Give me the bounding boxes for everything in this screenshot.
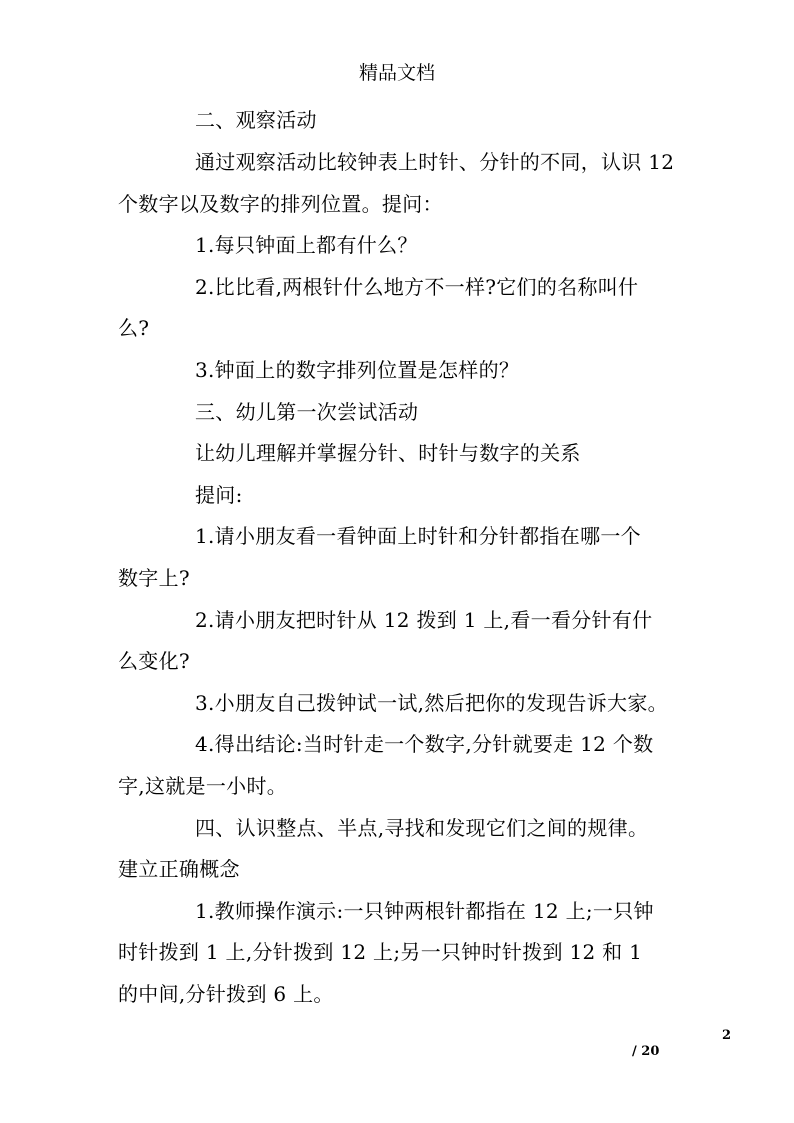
paragraph-line: 么变化?: [118, 649, 190, 673]
paragraph-line: 字,这就是一小时。: [118, 774, 288, 798]
paragraph-line: 么?: [118, 316, 150, 340]
paragraph-line: 让幼儿理解并掌握分针、时针与数字的关系: [195, 441, 581, 465]
list-item: 3.小朋友自己拨钟试一试,然后把你的发现告诉大家。: [195, 691, 668, 715]
paragraph-line: 的中间,分针拨到 6 上。: [118, 982, 334, 1006]
paragraph-line: 提问:: [195, 483, 243, 507]
list-item: 3.钟面上的数字排列位置是怎样的？: [195, 358, 520, 382]
section-heading-first-attempt: 三、幼儿第一次尝试活动: [195, 400, 419, 424]
page-header-title: 精品文档: [358, 62, 435, 84]
page-number: 2: [722, 1028, 732, 1043]
list-item: 4.得出结论:当时针走一个数字,分针就要走 12 个数: [195, 732, 654, 756]
paragraph-line: 个数字以及数字的排列位置。提问：: [118, 192, 443, 216]
section-heading-hour-half: 四、认识整点、半点,寻找和发现它们之间的规律。: [195, 816, 649, 840]
paragraph-line: 建立正确概念: [118, 857, 240, 881]
paragraph-line: 数字上?: [118, 566, 190, 590]
list-item: 2.请小朋友把时针从 12 拨到 1 上,看一看分针有什: [195, 608, 653, 632]
section-heading-observation: 二、观察活动: [195, 108, 317, 132]
paragraph-line: 通过观察活动比较钟表上时针、分针的不同，认识 12: [195, 150, 675, 174]
paragraph-line: 时针拨到 1 上,分针拨到 12 上;另一只钟时针拨到 12 和 1: [118, 940, 643, 964]
list-item: 1.每只钟面上都有什么？: [195, 233, 418, 257]
list-item: 1.教师操作演示:一只钟两根针都指在 12 上;一只钟: [195, 899, 654, 923]
page-total: / 20: [632, 1044, 660, 1059]
list-item: 2.比比看,两根针什么地方不一样?它们的名称叫什: [195, 275, 639, 299]
list-item: 1.请小朋友看一看钟面上时针和分针都指在哪一个: [195, 524, 641, 548]
